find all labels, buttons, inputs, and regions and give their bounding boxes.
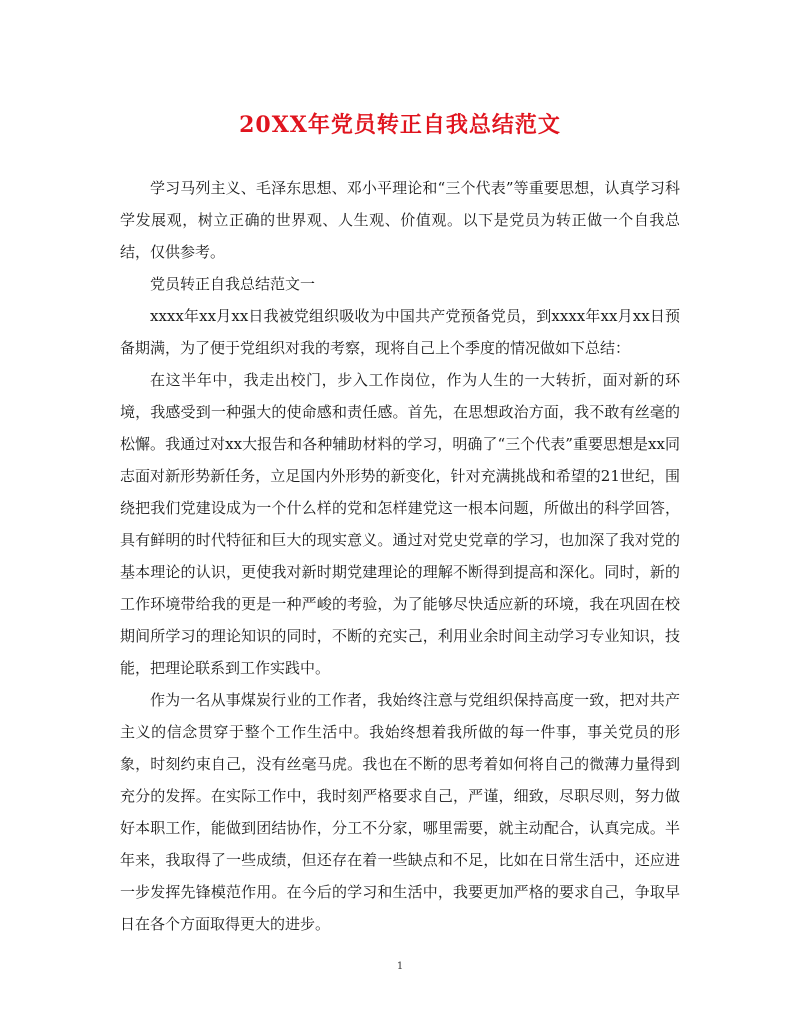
document-title: 20XX年党员转正自我总结范文 [239,112,561,138]
document-body [120,172,680,940]
paragraph-opening: xxxx年xx月xx日我被党组织吸收为中国共产党预备党员，到xxxx年xx月xx日预备期满，为了便于党组织对我的考察，现将自己上个季度的情况做如下总结： [120,307,680,357]
section-heading: 党员转正自我总结范文一 [150,275,316,293]
paragraph-ideology: 在这半年中，我走出校门，步入工作岗位，作为人生的一大转折，面对新的环境，我感受到一种强大的使命感和责任感。首先，在思想政治方面，我不敢有丝毫的松懈。我通过对xx大报告和各种辅助材料的学习，明确了“三个代表”重要思想是xx同志面对新形势新任务，立足国内外形势的新变化，针对充满挑战和希望的21世纪，围绕把我们党建设成为一个什么样的党和怎样建党这一根本问题，所做出的科学回答，具有鲜明的时代特征和巨大的现实意义。通过对党史党章的学习，也加深了我对党的基本理论的认识，更使我对新时期党建理论的理解不断得到提高和深化。同时，新的工作环境带给我的更是一种严峻的考验，为了能够尽快适应新的环境，我在巩固在校期间所学习的理论知识的同时，不断的充实己，利用业余时间主动学习专业知识，技能，把理论联系到工作实践中。 [120,371,680,677]
page-number: 1 [396,961,404,972]
paragraph-work: 作为一名从事煤炭行业的工作者，我始终注意与党组织保持高度一致，把对共产主义的信念贯穿于整个工作生活中。我始终想着我所做的每一件事，事关党员的形象，时刻约束自己，没有丝毫马虎。我也在不断的思考着如何将自己的微薄力量得到充分的发挥。在实际工作中，我时刻严格要求自己，严谨，细致，尽职尽则，努力做好本职工作，能做到团结协作，分工不分家，哪里需要，就主动配合，认真完成。半年来，我取得了一些成绩，但还存在着一些缺点和不足，比如在日常生活中，还应进一步发挥先锋模范作用。在今后的学习和生活中，我要更加严格的要求自己，争取早日在各个方面取得更大的进步。 [120,691,680,933]
paragraph-intro: 学习马列主义、毛泽东思想、邓小平理论和“三个代表”等重要思想，认真学习科学发展观，树立正确的世界观、人生观、价值观。以下是党员为转正做一个自我总结，仅供参考。 [120,179,680,261]
